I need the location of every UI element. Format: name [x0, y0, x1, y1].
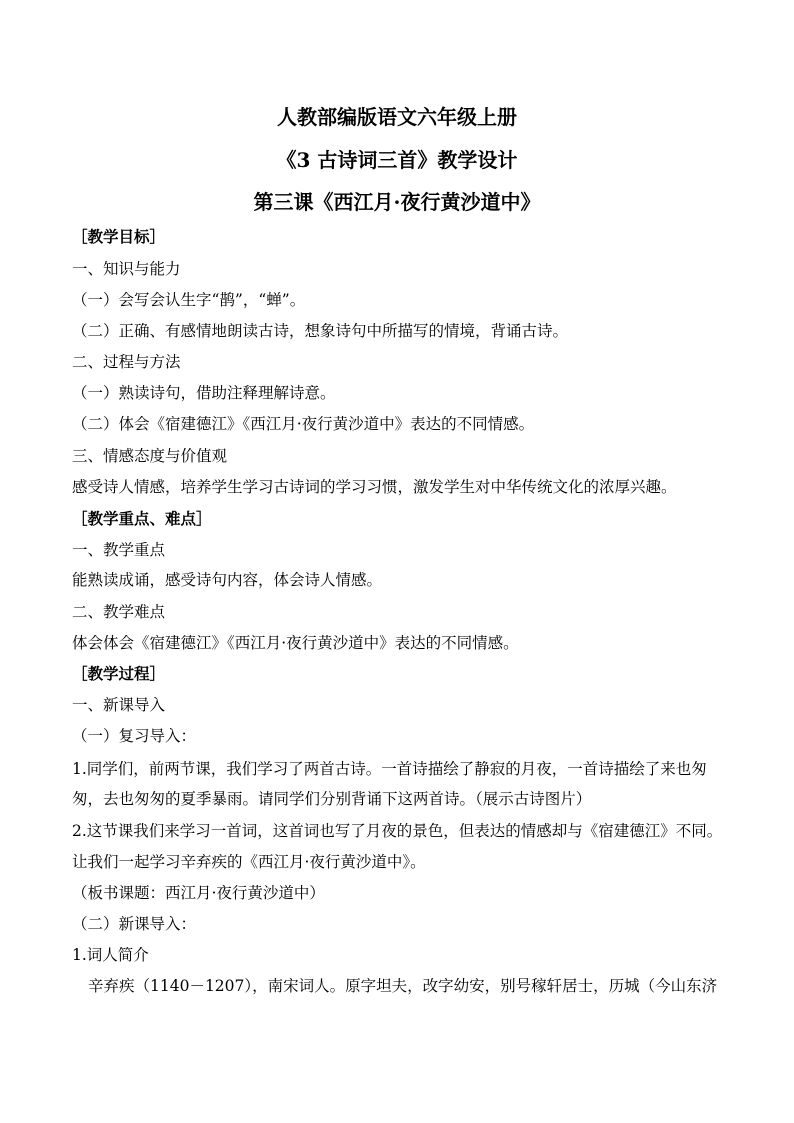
document-title: 人教部编版语文六年级上册: [277, 105, 517, 129]
section-heading-process: ［教学过程］: [72, 664, 166, 683]
paragraph-line: 2.这节课我们来学习一首词，这首词也写了月夜的景色，但表达的情感却与《宿建德江》不同。: [72, 822, 723, 840]
paragraph-line: （一）熟读诗句，借助注释理解诗意。: [72, 384, 336, 402]
paragraph-line: 三、情感态度与价值观: [72, 447, 228, 465]
paragraph-line: 一、知识与能力: [72, 260, 181, 278]
paragraph-line: 体会体会《宿建德江》《西江月·夜行黄沙道中》表达的不同情感。: [72, 634, 519, 652]
paragraph-line: 1.词人简介: [72, 946, 149, 964]
paragraph-line: （一）复习导入：: [72, 727, 197, 745]
paragraph-line: 感受诗人情感，培养学生学习古诗词的学习习惯，激发学生对中华传统文化的浓厚兴趣。: [72, 478, 677, 496]
paragraph-line: （二）体会《宿建德江》《西江月·夜行黄沙道中》表达的不同情感。: [72, 415, 535, 433]
paragraph-line: （板书课题：西江月·夜行黄沙道中）: [72, 884, 325, 902]
document-subtitle: 《3 古诗词三首》教学设计: [276, 148, 518, 172]
paragraph-line: 让我们一起学习辛弃疾的《西江月·夜行黄沙道中》。: [72, 853, 426, 871]
paragraph-line: 二、教学难点: [72, 603, 166, 621]
paragraph-line: （一）会写会认生字“鹊”，“蝉”。: [72, 291, 306, 309]
paragraph-line: （二）正确、有感情地朗读古诗，想象诗句中所描写的情境，背诵古诗。: [72, 322, 569, 340]
paragraph-line: 辛弃疾（1140－1207），南宋词人。原字坦夫，改字幼安，别号稼轩居士，历城（今山东济: [88, 977, 718, 995]
paragraph-line: 能熟读成诵，感受诗句内容，体会诗人情感。: [72, 571, 383, 589]
section-heading-key-points: ［教学重点、难点］: [72, 509, 212, 528]
paragraph-line: 一、新课导入: [72, 696, 166, 714]
paragraph-line: （二）新课导入：: [72, 915, 197, 933]
paragraph-line: 1.同学们，前两节课，我们学习了两首古诗。一首诗描绘了静寂的月夜，一首诗描绘了来也匆: [72, 760, 707, 778]
paragraph-line: 一、教学重点: [72, 541, 166, 559]
paragraph-line: 二、过程与方法: [72, 353, 181, 371]
section-heading-objectives: ［教学目标］: [72, 227, 166, 246]
lesson-title: 第三课《西江月·夜行黄沙道中》: [253, 190, 541, 214]
paragraph-line: 匆，去也匆匆的夏季暴雨。请同学们分别背诵下这两首诗。（展示古诗图片）: [72, 790, 592, 808]
